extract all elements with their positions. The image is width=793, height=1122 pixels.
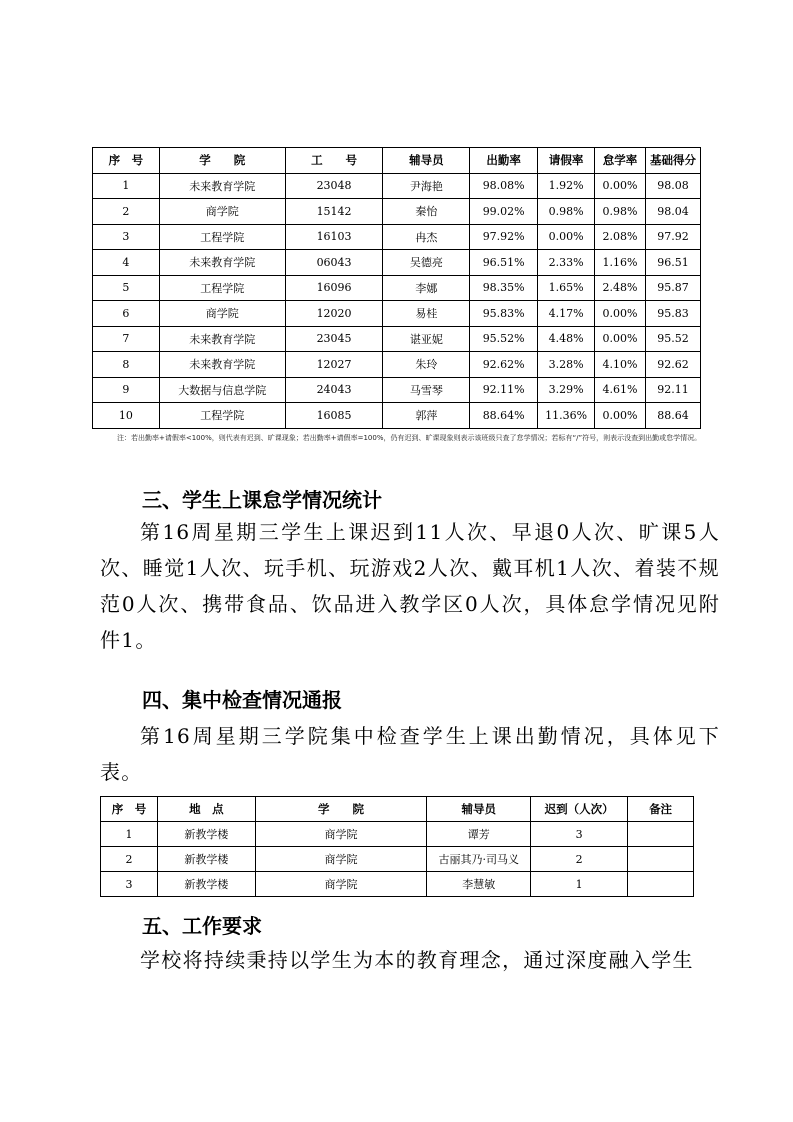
table-cell: 98.08 [645, 173, 700, 199]
table-cell: 2 [93, 199, 160, 225]
table-cell: 朱玲 [383, 352, 470, 378]
table-cell: 大数据与信息学院 [159, 377, 285, 403]
table-row [93, 224, 701, 250]
table-cell: 3 [531, 822, 628, 847]
table-cell: 1 [101, 822, 158, 847]
table-cell: 2.33% [538, 250, 595, 276]
table-cell: 1.16% [595, 250, 646, 276]
table-cell: 吴德亮 [383, 250, 470, 276]
table-row [93, 377, 701, 403]
table-cell: 谌亚妮 [383, 326, 470, 352]
table-cell: 李慧敏 [427, 872, 531, 897]
table-cell: 24043 [285, 377, 383, 403]
table-cell: 4.48% [538, 326, 595, 352]
table-cell: 0.00% [595, 326, 646, 352]
table-cell: 6 [93, 301, 160, 327]
section-heading-4: 四、集中检查情况通报 [142, 688, 342, 712]
table-cell: 1 [93, 173, 160, 199]
attendance-ranking-table [92, 147, 701, 429]
table-cell: 易桂 [383, 301, 470, 327]
table-row [101, 872, 694, 897]
column-header: 怠学率 [595, 148, 646, 174]
column-header: 工 号 [285, 148, 383, 174]
table-note: 注：若出勤率+请假率<100%，则代表有迟到、旷课现象；若出勤率+请假率=100%，仍有迟到、旷课现象则表示该班级只查了怠学情况；若标有“/”符号，则表示没查到出勤或怠学情况。 [117, 434, 702, 442]
column-header: 出勤率 [470, 148, 538, 174]
table-cell: 0.98% [538, 199, 595, 225]
table-cell: 88.64 [645, 403, 700, 429]
table-cell: 23045 [285, 326, 383, 352]
table-cell: 商学院 [159, 199, 285, 225]
table-row [93, 250, 701, 276]
column-header: 序 号 [93, 148, 160, 174]
table-cell: 16085 [285, 403, 383, 429]
table-row [101, 822, 694, 847]
table-cell: 4.61% [595, 377, 646, 403]
table-cell: 4.10% [595, 352, 646, 378]
column-header: 学 院 [255, 797, 427, 822]
table-cell: 3 [93, 224, 160, 250]
column-header: 辅导员 [427, 797, 531, 822]
column-header: 学 院 [159, 148, 285, 174]
table-cell: 92.11 [645, 377, 700, 403]
table-cell: 99.02% [470, 199, 538, 225]
table-cell: 李娜 [383, 275, 470, 301]
table-cell: 96.51 [645, 250, 700, 276]
column-header: 辅导员 [383, 148, 470, 174]
table-cell: 23048 [285, 173, 383, 199]
table-row [93, 352, 701, 378]
table-cell: 92.62% [470, 352, 538, 378]
table-cell: 3 [101, 872, 158, 897]
column-header: 基础得分 [645, 148, 700, 174]
table-cell: 谭芳 [427, 822, 531, 847]
table-cell: 工程学院 [159, 224, 285, 250]
table-cell: 15142 [285, 199, 383, 225]
table-cell: 16103 [285, 224, 383, 250]
table-cell: 郭萍 [383, 403, 470, 429]
table-cell: 95.87 [645, 275, 700, 301]
table-cell: 97.92 [645, 224, 700, 250]
table-cell: 古丽其乃·司马义 [427, 847, 531, 872]
table-cell: 95.83% [470, 301, 538, 327]
table-row [93, 403, 701, 429]
table-cell: 98.04 [645, 199, 700, 225]
table-cell: 06043 [285, 250, 383, 276]
table-cell: 工程学院 [159, 403, 285, 429]
table-cell: 商学院 [159, 301, 285, 327]
table-cell: 新教学楼 [157, 872, 255, 897]
table-cell: 92.62 [645, 352, 700, 378]
table-cell: 8 [93, 352, 160, 378]
column-header: 序 号 [101, 797, 158, 822]
table-row [93, 301, 701, 327]
table-cell: 未来教育学院 [159, 326, 285, 352]
table-cell: 88.64% [470, 403, 538, 429]
column-header: 迟到（人次） [531, 797, 628, 822]
table-cell [628, 822, 694, 847]
table-cell: 0.00% [538, 224, 595, 250]
table-cell: 9 [93, 377, 160, 403]
table-cell: 1 [531, 872, 628, 897]
table-cell: 3.28% [538, 352, 595, 378]
table-cell: 95.52 [645, 326, 700, 352]
table-cell: 95.83 [645, 301, 700, 327]
section-body-4: 第16周星期三学院集中检查学生上课出勤情况，具体见下表。 [100, 724, 720, 784]
table-cell: 12027 [285, 352, 383, 378]
table-cell: 7 [93, 326, 160, 352]
table-cell: 新教学楼 [157, 822, 255, 847]
table-cell: 98.08% [470, 173, 538, 199]
table-cell: 马雪琴 [383, 377, 470, 403]
table-header-row [93, 148, 701, 174]
section-heading-3: 三、学生上课怠学情况统计 [142, 488, 382, 512]
table-cell: 92.11% [470, 377, 538, 403]
section-body-3: 第16周星期三学生上课迟到11人次、早退0人次、旷课5人次、睡觉1人次、玩手机、玩游戏2人次、戴耳机1人次、着装不规范0人次、携带食品、饮品进入教学区0人次，具体怠学情况见附件1。 [100, 520, 720, 652]
table-cell: 未来教育学院 [159, 352, 285, 378]
table-cell: 2.48% [595, 275, 646, 301]
table-cell: 3.29% [538, 377, 595, 403]
table-cell: 5 [93, 275, 160, 301]
table-cell [628, 872, 694, 897]
table-cell: 2 [531, 847, 628, 872]
table-cell: 1.92% [538, 173, 595, 199]
table-cell: 新教学楼 [157, 847, 255, 872]
table-cell [628, 847, 694, 872]
table-cell: 10 [93, 403, 160, 429]
table-cell: 秦怡 [383, 199, 470, 225]
inspection-table [100, 796, 694, 897]
table-row [101, 847, 694, 872]
table-cell: 未来教育学院 [159, 250, 285, 276]
column-header: 备注 [628, 797, 694, 822]
section-body-5: 学校将持续秉持以学生为本的教育理念，通过深度融入学生 [140, 948, 694, 972]
table-row [93, 326, 701, 352]
table-cell: 0.98% [595, 199, 646, 225]
table-cell: 12020 [285, 301, 383, 327]
table-cell: 商学院 [255, 822, 427, 847]
table-cell: 冉杰 [383, 224, 470, 250]
table-cell: 11.36% [538, 403, 595, 429]
table-row [93, 173, 701, 199]
table-cell: 尹海艳 [383, 173, 470, 199]
table-cell: 95.52% [470, 326, 538, 352]
table-cell: 96.51% [470, 250, 538, 276]
table-cell: 0.00% [595, 301, 646, 327]
table-cell: 1.65% [538, 275, 595, 301]
table-cell: 工程学院 [159, 275, 285, 301]
table-cell: 4.17% [538, 301, 595, 327]
table-cell: 0.00% [595, 403, 646, 429]
column-header: 地 点 [157, 797, 255, 822]
table-cell: 2.08% [595, 224, 646, 250]
table-cell: 2 [101, 847, 158, 872]
table-row [93, 199, 701, 225]
table-row [93, 275, 701, 301]
table-cell: 商学院 [255, 847, 427, 872]
table-cell: 未来教育学院 [159, 173, 285, 199]
table-cell: 98.35% [470, 275, 538, 301]
table-cell: 商学院 [255, 872, 427, 897]
table-cell: 97.92% [470, 224, 538, 250]
table-header-row [101, 797, 694, 822]
table-cell: 16096 [285, 275, 383, 301]
section-heading-5: 五、工作要求 [142, 914, 262, 938]
table-cell: 4 [93, 250, 160, 276]
column-header: 请假率 [538, 148, 595, 174]
table-cell: 0.00% [595, 173, 646, 199]
